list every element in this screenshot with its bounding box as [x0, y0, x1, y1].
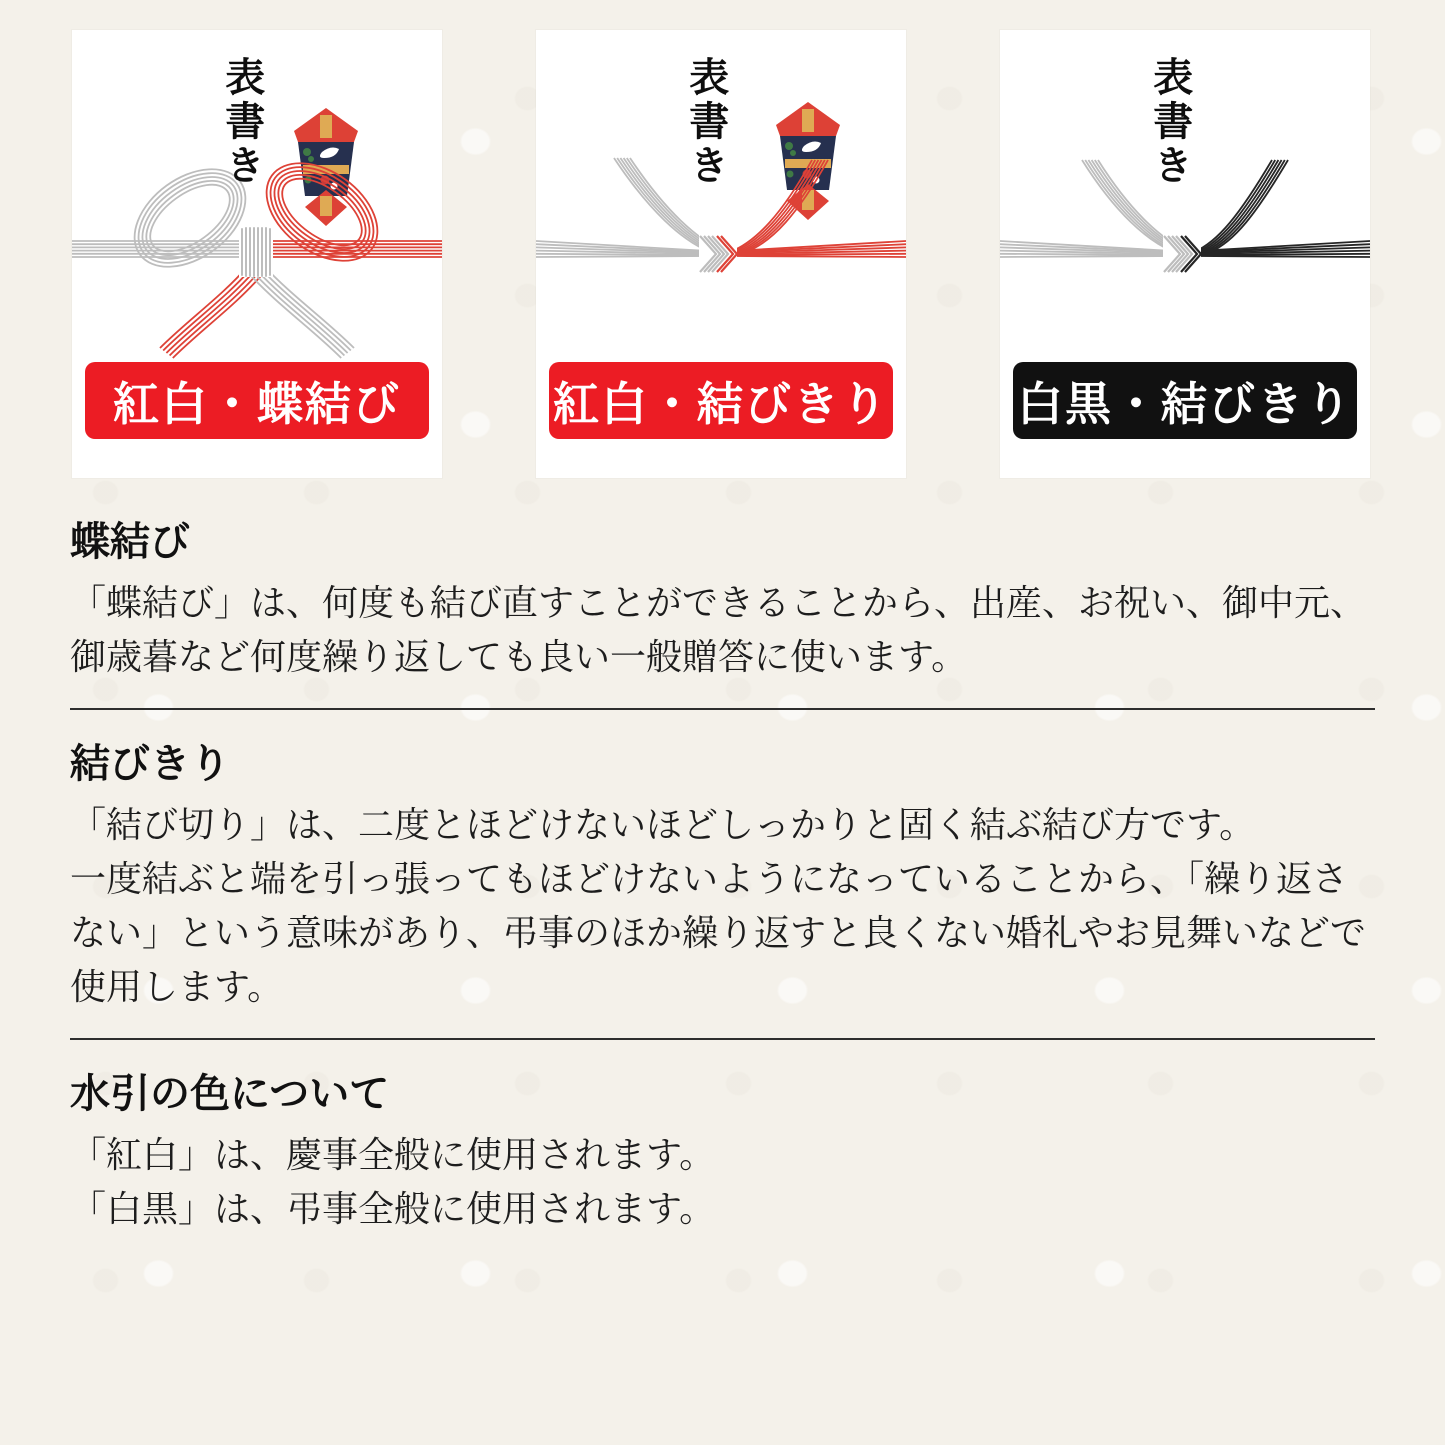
noshi-sample-card-row — [0, 0, 1445, 478]
section-paragraph: 「紅白」は、慶事全般に使用されます。 — [70, 1135, 716, 1175]
noshi-card-kohaku-musubikiri — [536, 30, 906, 478]
card-vertical-title: 表書き — [219, 56, 265, 188]
knot-center-backing — [1163, 233, 1201, 275]
section-chomusubi — [70, 518, 1375, 684]
mizuhiki-band-left — [536, 241, 710, 257]
bow-tail-right — [251, 266, 354, 358]
mizuhiki-band-left — [1000, 241, 1174, 257]
section-heading: 蝶結び — [70, 519, 190, 564]
card-tag-kohaku-chomusubi: 紅白・蝶結び — [85, 362, 429, 439]
knot-center-backing — [699, 233, 737, 275]
knot-guide-content — [0, 478, 1445, 1236]
bow-tail-left — [160, 266, 261, 358]
card-vertical-title: 表書き — [683, 56, 729, 188]
section-paragraph: 「結び切り」は、二度とほどけないほどしっかりと固く結ぶ結び方です。 — [70, 805, 1256, 845]
section-paragraph: 「蝶結び」は、何度も結び直すことができることから、出産、お祝い、御中元、御歳暮など何度繰り返しても良い一般贈答に使います。 — [70, 583, 1367, 677]
noshi-card-shirokuro-musubikiri — [1000, 30, 1370, 478]
bow-center-backing — [239, 227, 273, 277]
noshi-card-kohaku-chomusubi — [72, 30, 442, 478]
card-tag-shirokuro-musubikiri: 白黒・結びきり — [1013, 362, 1357, 439]
section-paragraph: 「白黒」は、弔事全般に使用されます。 — [70, 1189, 716, 1229]
section-heading: 結びきり — [70, 741, 230, 786]
section-musubikiri — [70, 740, 1375, 1014]
card-vertical-title: 表書き — [1147, 56, 1193, 188]
musubikiri-strand-right — [1194, 160, 1288, 252]
section-divider — [70, 1038, 1375, 1040]
section-heading: 水引の色について — [70, 1071, 390, 1116]
card-tag-kohaku-musubikiri: 紅白・結びきり — [549, 362, 893, 439]
section-paragraph: 一度結ぶと端を引っ張ってもほどけないようになっていることから、「繰り返さない」という意味があり、弔事のほか繰り返すと良くない婚礼やお見舞いなどで使用します。 — [70, 859, 1367, 1007]
section-mizuhiki-colors — [70, 1070, 1375, 1236]
section-divider — [70, 708, 1375, 710]
